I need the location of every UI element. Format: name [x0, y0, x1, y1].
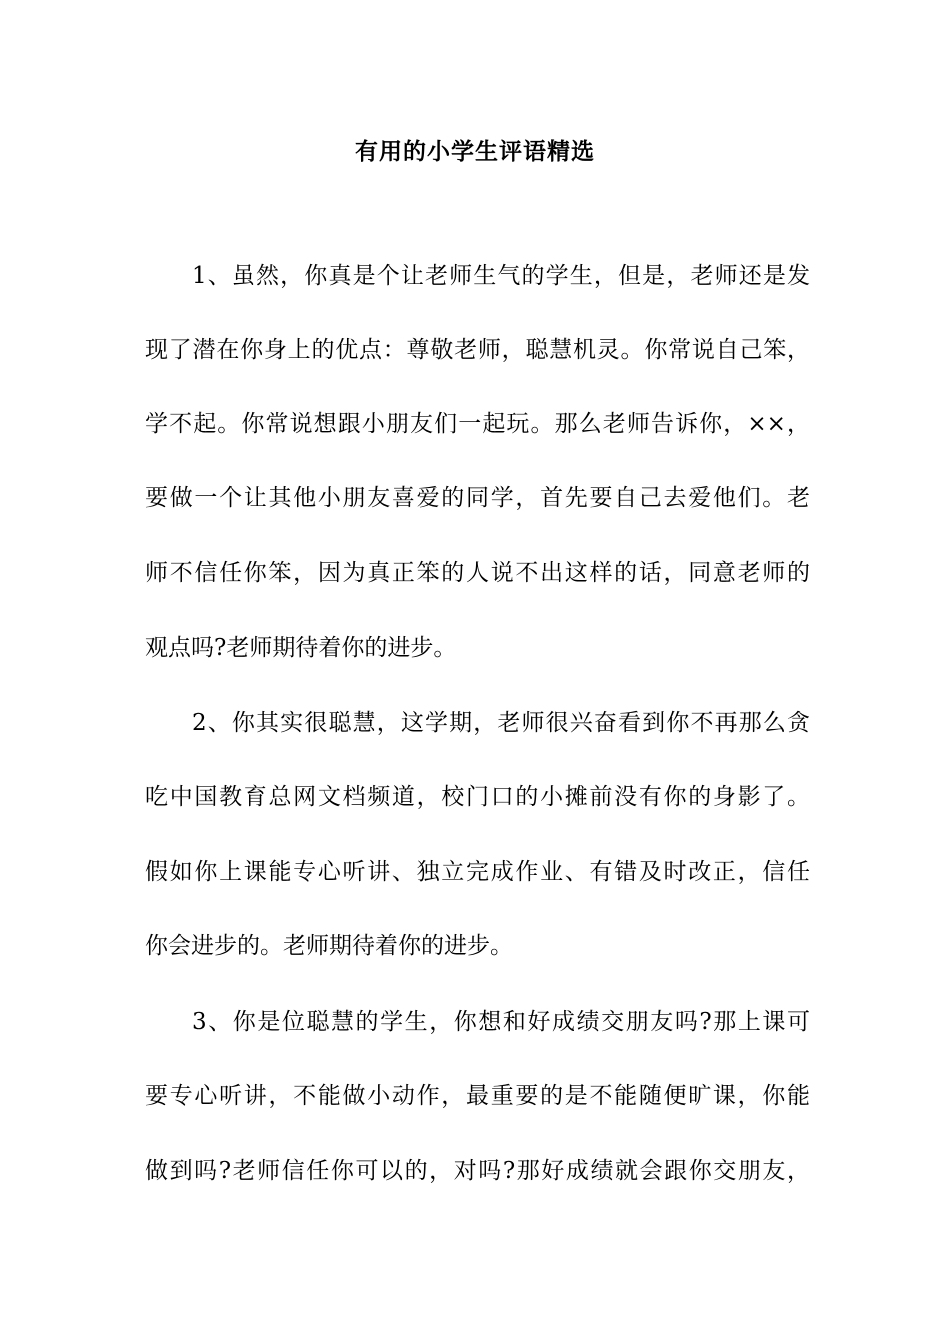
paragraph-2-line-1: 2、你其实很聪慧，这学期，老师很兴奋看到你不再那么贪 [192, 710, 810, 736]
paragraph-3-line-3: 做到吗?老师信任你可以的，对吗?那好成绩就会跟你交朋友， [145, 1158, 810, 1184]
paragraph-2-line-3: 假如你上课能专心听讲、独立完成作业、有错及时改正，信任 [145, 859, 810, 885]
document-title: 有用的小学生评语精选 [355, 139, 595, 165]
paragraph-1-line-1: 1、虽然，你真是个让老师生气的学生，但是，老师还是发 [192, 263, 810, 289]
paragraph-1-line-4: 要做一个让其他小朋友喜爱的同学，首先要自己去爱他们。老 [145, 485, 810, 511]
paragraph-1-line-5: 师不信任你笨，因为真正笨的人说不出这样的话，同意老师的 [145, 560, 810, 586]
paragraph-3-line-2: 要专心听讲，不能做小动作，最重要的是不能随便旷课，你能 [145, 1083, 810, 1109]
paragraph-1-line-6: 观点吗?老师期待着你的进步。 [145, 635, 457, 661]
paragraph-1-line-2: 现了潜在你身上的优点：尊敬老师，聪慧机灵。你常说自己笨， [145, 337, 810, 363]
paragraph-1-line-3: 学不起。你常说想跟小朋友们一起玩。那么老师告诉你，××， [145, 411, 810, 437]
paragraph-2-line-4: 你会进步的。老师期待着你的进步。 [145, 933, 513, 959]
paragraph-3-line-1: 3、你是位聪慧的学生，你想和好成绩交朋友吗?那上课可 [192, 1009, 810, 1035]
paragraph-2-line-2: 吃中国教育总网文档频道，校门口的小摊前没有你的身影了。 [145, 784, 810, 810]
